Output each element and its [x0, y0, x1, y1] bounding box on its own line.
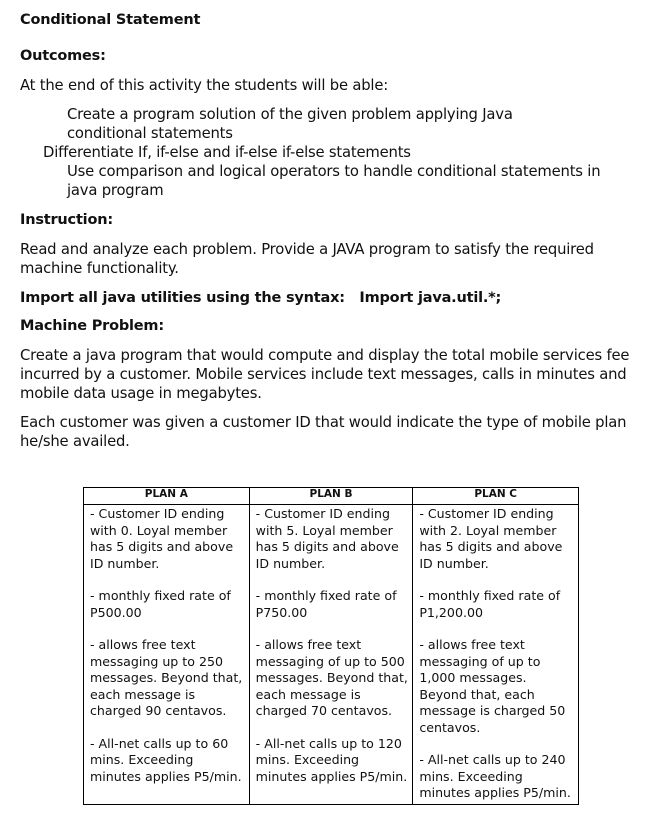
table-row [84, 505, 579, 805]
customer-text: Each customer was given a customer ID that would indicate the type of mobile plan he/she availed. [20, 414, 627, 450]
instruction-heading: Instruction: [20, 212, 113, 228]
plan-c-calls: - All-net calls up to 240 mins. Exceeding minutes applies P5/min. [419, 752, 571, 800]
plan-b-calls: - All-net calls up to 120 mins. Exceeding minutes applies P5/min. [255, 735, 408, 784]
plan-b-texts: - allows free text messaging of up to 500 messages. Beyond that, each message is charged 70 centavos. [255, 637, 408, 718]
document-title: Conditional Statement [20, 12, 201, 28]
plan-a-cell [84, 505, 250, 805]
document [20, 8, 632, 451]
outcomes-heading: Outcomes: [20, 48, 106, 64]
plan-a-rate: - monthly fixed rate of P500.00 [90, 588, 231, 620]
plan-a-calls: - All-net calls up to 60 mins. Exceeding minutes applies P5/min. [90, 735, 242, 784]
plan-c-texts: - allows free text messaging of up to 1,000 messages. Beyond that, each message is charged 50 centavos. [419, 637, 566, 735]
plan-b-rate: - monthly fixed rate of P750.00 [255, 588, 397, 620]
outcomes-intro: At the end of this activity the students will be able: [20, 77, 389, 94]
plan-b-cell [249, 505, 413, 805]
plan-b-id: - Customer ID ending with 5. Loyal member has 5 digits and above ID number. [255, 506, 399, 571]
plan-b-header: PLAN B [249, 488, 413, 505]
plan-a-id: - Customer ID ending with 0. Loyal member has 5 digits and above ID number. [90, 506, 234, 571]
plan-a-texts: - allows free text messaging up to 250 messages. Beyond that, each message is charged 90 centavos. [90, 637, 243, 718]
plan-a-header: PLAN A [84, 488, 250, 505]
plan-c-header: PLAN C [413, 488, 579, 505]
outcome-item: Differentiate If, if-else and if-else if-else statements [43, 144, 411, 161]
plan-c-rate: - monthly fixed rate of P1,200.00 [419, 588, 561, 620]
plan-c-cell [413, 505, 579, 805]
machine-problem-heading: Machine Problem: [20, 318, 164, 334]
plan-c-id: - Customer ID ending with 2. Loyal member has 5 digits and above ID number. [419, 506, 563, 571]
machine-problem-text: Create a java program that would compute and display the total mobile services fee incurred by a customer. Mobile services include text messages, calls in minutes and mobile data usage in megabytes. [20, 347, 630, 402]
outcome-item: Use comparison and logical operators to handle conditional statements in java program [67, 163, 601, 199]
outcome-item: Create a program solution of the given problem applying Java conditional statements [67, 106, 513, 142]
table-header-row [84, 488, 579, 505]
outcomes-list [20, 105, 632, 200]
import-line: Import all java utilities using the syntax: Import java.util.*; [20, 290, 502, 306]
instruction-text: Read and analyze each problem. Provide a JAVA program to satisfy the required machine functionality. [20, 241, 594, 277]
plans-table [83, 487, 579, 805]
